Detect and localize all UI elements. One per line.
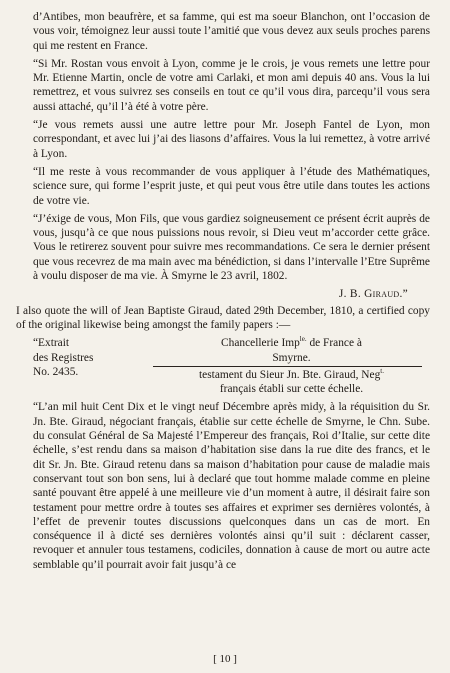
paragraph-exige: “J’éxige de vous, Mon Fils, que vous gardiez soigneusement ce présent écrit auprès de vous, jusqu’à ce que nous puissions nous revoir, si Dieu veut m’accorder cette grâce. Vous le retirerez souvent pour suivre mes recommandations. Ce sera le dernier présent que vous recevrez de ma main avec ma bénédiction, si dans l’intervalle l’Etre Suprême à voulu disposer de ma vie. À Smyrne le 23 avril, 1802. [33,212,430,283]
extrait-registres: des Registres [33,351,94,364]
signature: J. B. Giraud.” [338,288,408,301]
paragraph-fantel: “Je vous remets aussi une autre lettre pour Mr. Joseph Fantel de Lyon, mon correspondant, et avec lui j’ai des liasons d’affaires. Vous la lui remettez, à votre arrivé à Lyon. [33,119,430,160]
smyrne-line: Smyrne. [272,351,311,364]
english-intro: I also quote the will of Jean Baptiste Giraud, dated 29th December, 1810, a certified copy of the original likewise being amongst the family papers :— [16,304,430,331]
extrait-header [16,336,430,396]
extrait-registry [33,336,153,396]
chancellerie-line: Chancellerie Imp$^{le.}$ de France à [221,335,362,350]
francais-etabli-line: français établi sur cette échelle. [219,383,364,396]
extrait-number: No. 2435. [33,365,79,378]
chancellerie-block [153,336,430,396]
testament-line: testament du Sieur Jn. Bte. Giraud, Neg$^{t.}$ [199,367,384,381]
paragraph-antibes: d’Antibes, mon beaufrère, et sa famme, qui est ma soeur Blanchon, ont l’occasion de vous voir, témoignez leur aussi toute l’amitié que vous devez aux seuls proches parens qui me restent en France. [33,11,430,52]
extrait-title: “Extrait [33,337,70,350]
paragraph-testament: “L’an mil huit Cent Dix et le vingt neuf Décembre après midy, à la réquisition du Sr. Jn. Bte. Giraud, négociant français, établie sur cette échelle de Smyrne, le Chn. Sube. du consulat Général de Sa Majesté l’Empereur des français, Roi d’Italie, sur cette dite échelle, s’est rendu dans sa maison d’habitation sise dans la rue dite des francs, et le dit Sr. Jn. Bte. Giraud retenu dans sa maison d’habitation pour cause de maladie mais conservant tout son bon sens, lui à declaré que tout homme malade comme en pleine santé pouvant être appelé à une meilleure vie d’un moment à autre, il désirait faire son testament pour mettre ordre à toutes ses affaires et exprimer ses dernières volontés, à l’effet de prevenir toutes discussions quelconques dans un cas de mort. En conséquence il à dicté ses dernières volontés ainsi qu’il suit : déclarent casser, revoquer et annuler tous testamens, codiciles, donnation à cause de mort ou autre acte semblable qu’il pourrait avoir fait jusqu’à ce [33,401,430,571]
paragraph-rostan: “Si Mr. Rostan vous envoit à Lyon, comme je le crois, je vous remets une lettre pour Mr. Etienne Martin, oncle de votre ami Carlaki, et mon ami depuis 40 ans. Vous la lui remettrez, et vous suivrez ses conseils en tout ce qu’il vous dira, parcequ’il vous sera aussi attaché, qu’il l’à été à votre père. [33,57,430,113]
page-number: [ 10 ] [213,653,237,665]
paragraph-mathematiques: “Il me reste à vous recommander de vous appliquer à l’étude des Mathématiques, science sure, qui forme l’esprit juste, et qui peut vous être utile dans toutes les actions de votre vie. [33,165,430,207]
